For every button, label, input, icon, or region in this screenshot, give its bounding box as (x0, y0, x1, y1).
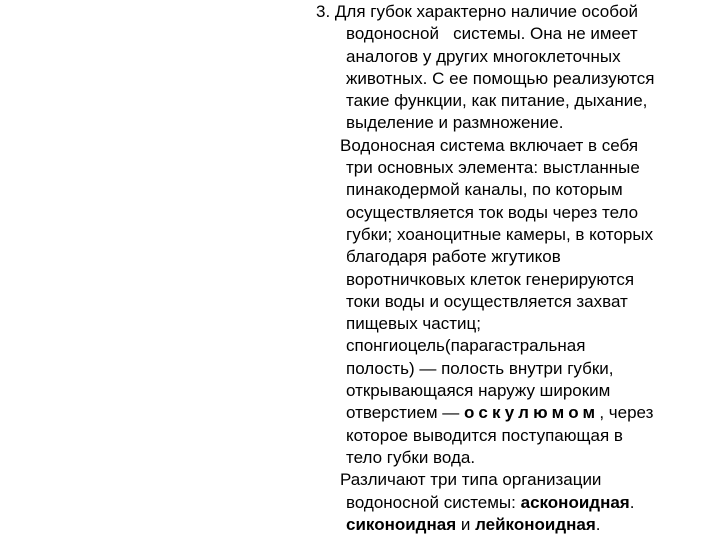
paragraph1-line: такие функции, как питание, дыхание, (346, 91, 648, 111)
paragraph3-line: Различают три типа организации (340, 470, 602, 490)
type-leuconoid: лейконоидная (475, 514, 596, 534)
paragraph2-line: тело губки вода. (346, 447, 476, 467)
types-dot: . (629, 492, 635, 512)
paragraph3-types-line (316, 514, 716, 536)
osculum-suffix: , через (599, 403, 654, 423)
paragraph1-line: 3. Для губок характерно наличие особой (316, 2, 638, 21)
type-syconoid: сиконоидная (346, 514, 457, 534)
type-asconoid: асконоидная (520, 492, 630, 512)
paragraph2-line: три основных элемента: выстланные (346, 158, 640, 178)
osculum-prefix: отверстием — (346, 403, 464, 423)
paragraph2-line: которое выводится поступающая в (346, 425, 623, 445)
paragraph2-line: осуществляется ток воды через тело (346, 202, 639, 222)
paragraph1-line: водоносной системы. Она не имеет (346, 24, 638, 44)
paragraph1-line: животных. С ее помощью реализуются (346, 68, 655, 88)
paragraph2-line: спонгиоцель(парагастральная (346, 336, 586, 356)
types-and: и (456, 514, 476, 534)
types-dot: . (595, 514, 601, 534)
paragraph1-line: аналогов у других многоклеточных (346, 46, 621, 66)
paragraph3-types-line (316, 492, 716, 514)
paragraph1-line: выделение и размножение. (346, 113, 564, 133)
paragraph2-line: полость) — полость внутри губки, (346, 358, 614, 378)
paragraph2-line: воротничковых клеток генерируются (346, 269, 635, 289)
paragraph2-line: благодаря работе жгутиков (346, 247, 561, 267)
paragraph2-line: токи воды и осуществляется захват (346, 291, 628, 311)
paragraph2-line: пищевых частиц; (346, 314, 481, 334)
paragraph2-line: губки; хоаноцитные камеры, в которых (346, 224, 654, 244)
paragraph2-line: пинакодермой каналы, по которым (346, 180, 623, 200)
paragraph2-line: Водоносная система включает в себя (340, 135, 639, 155)
slide-text (316, 1, 716, 536)
paragraph2-osculum-line (316, 402, 716, 424)
paragraph2-line: открывающаяся наружу широким (346, 381, 611, 401)
types-prefix: водоносной системы: (346, 492, 521, 512)
osculum-term: оскулюмом (464, 403, 600, 423)
